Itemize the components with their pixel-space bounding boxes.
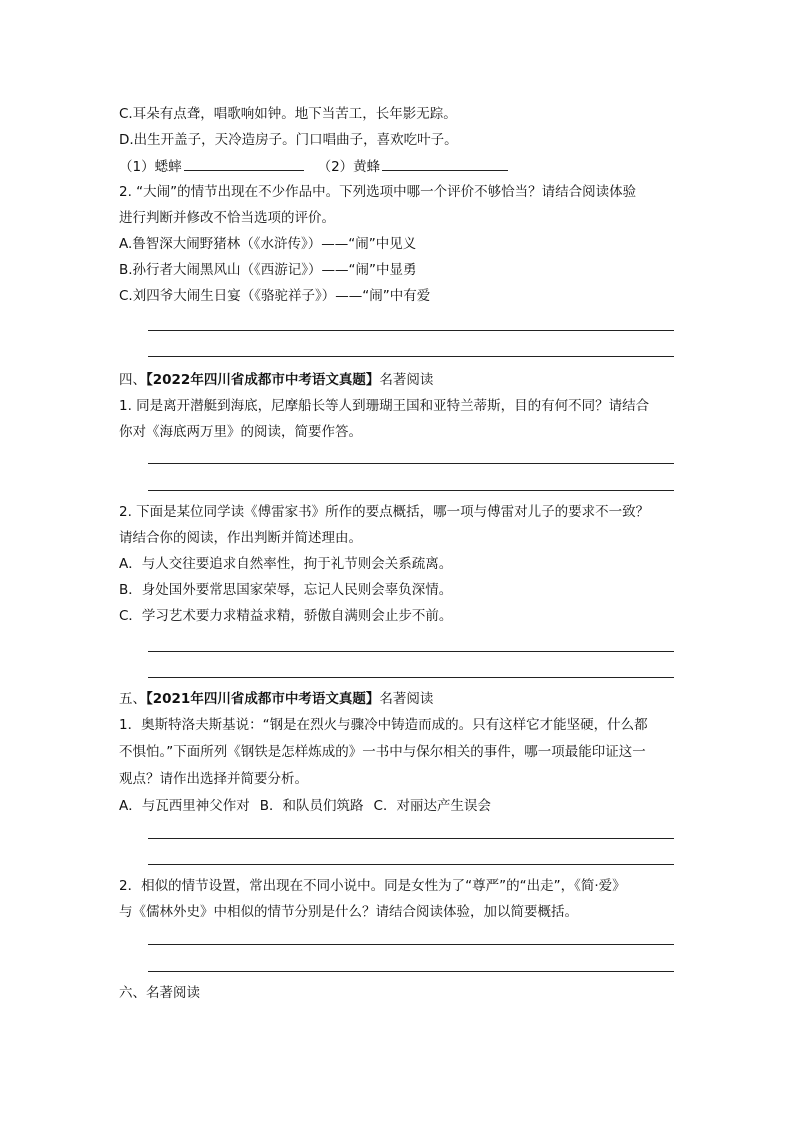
option-c: C．学习艺术要力求精益求精，骄傲自满则会止步不前。 [119, 608, 453, 624]
answer-line[interactable] [148, 356, 674, 357]
answer-line[interactable] [148, 463, 674, 464]
fill-in-row [119, 157, 508, 176]
option-a: A．与人交往要追求自然率性，拘于礼节则会关系疏离。 [119, 556, 453, 572]
question-text: 你对《海底两万里》的阅读，简要作答。 [119, 424, 362, 440]
section-heading [119, 690, 433, 708]
answer-blank-2[interactable] [382, 157, 508, 171]
option-b: B．和队员们筑路 [259, 798, 364, 814]
blank-label-1: （1）蟋蟀 [119, 159, 182, 175]
question-text: 1. 同是离开潜艇到海底，尼摩船长等人到珊瑚王国和亚特兰蒂斯，目的有何不同？请结合 [119, 398, 650, 414]
option-a: A．与瓦西里神父作对 [119, 798, 250, 814]
question-text: 进行判断并修改不恰当选项的评价。 [119, 210, 335, 226]
answer-line[interactable] [148, 677, 674, 678]
heading-title: 名著阅读 [379, 691, 434, 707]
option-c: C.耳朵有点聋，唱歌响如钟。地下当苦工，长年影无踪。 [119, 106, 457, 122]
heading-source: 【2022年四川省成都市中考语文真题】 [146, 372, 380, 388]
answer-line[interactable] [148, 944, 674, 945]
heading-source: 【2021年四川省成都市中考语文真题】 [146, 691, 380, 707]
question-text: 不惧怕。”下面所列《钢铁是怎样炼成的》一书中与保尔相关的事件，哪一项最能印证这一 [119, 744, 646, 760]
answer-blank-1[interactable] [184, 157, 304, 171]
answer-line[interactable] [148, 864, 674, 865]
section-heading [119, 371, 433, 389]
option-a: A.鲁智深大闹野猪林（《水浒传》）——“闹”中见义 [119, 236, 417, 252]
option-d: D.出生开盖子，天冷造房子。门口唱曲子，喜欢吃叶子。 [119, 132, 458, 148]
answer-line[interactable] [148, 971, 674, 972]
blank-label-2: （2）黄蜂 [317, 159, 381, 175]
section-heading: 六、名著阅读 [119, 985, 200, 1001]
question-text: 2．相似的情节设置，常出现在不同小说中。同是女性为了“尊严”的“出走”，《简·爱》 [119, 878, 626, 894]
option-c: C.刘四爷大闹生日宴（《骆驼祥子》）——“闹”中有爱 [119, 288, 431, 304]
answer-line[interactable] [148, 330, 674, 331]
question-text: 与《儒林外史》中相似的情节分别是什么？请结合阅读体验，加以简要概括。 [119, 904, 578, 920]
question-text: 1．奥斯特洛夫斯基说：“钢是在烈火与骤冷中铸造而成的。只有这样它才能坚硬，什么都 [119, 717, 648, 733]
option-b: B.孙行者大闹黑风山（《西游记》）——“闹”中显勇 [119, 262, 417, 278]
question-text: 2. 下面是某位同学读《傅雷家书》所作的要点概括，哪一项与傅雷对儿子的要求不一致？ [119, 504, 650, 520]
options-row [119, 797, 491, 815]
question-text: 2. “大闹”的情节出现在不少作品中。下列选项中哪一个评价不够恰当？请结合阅读体验 [119, 184, 637, 200]
heading-prefix: 四、 [119, 372, 146, 388]
option-c: C．对丽达产生误会 [373, 798, 491, 814]
heading-prefix: 五、 [119, 691, 146, 707]
option-b: B．身处国外要常思国家荣辱，忘记人民则会辜负深情。 [119, 582, 453, 598]
answer-line[interactable] [148, 838, 674, 839]
question-text: 观点？请作出选择并简要分析。 [119, 771, 308, 787]
heading-title: 名著阅读 [379, 372, 434, 388]
question-text: 请结合你的阅读，作出判断并简述理由。 [119, 530, 362, 546]
answer-line[interactable] [148, 651, 674, 652]
answer-line[interactable] [148, 490, 674, 491]
